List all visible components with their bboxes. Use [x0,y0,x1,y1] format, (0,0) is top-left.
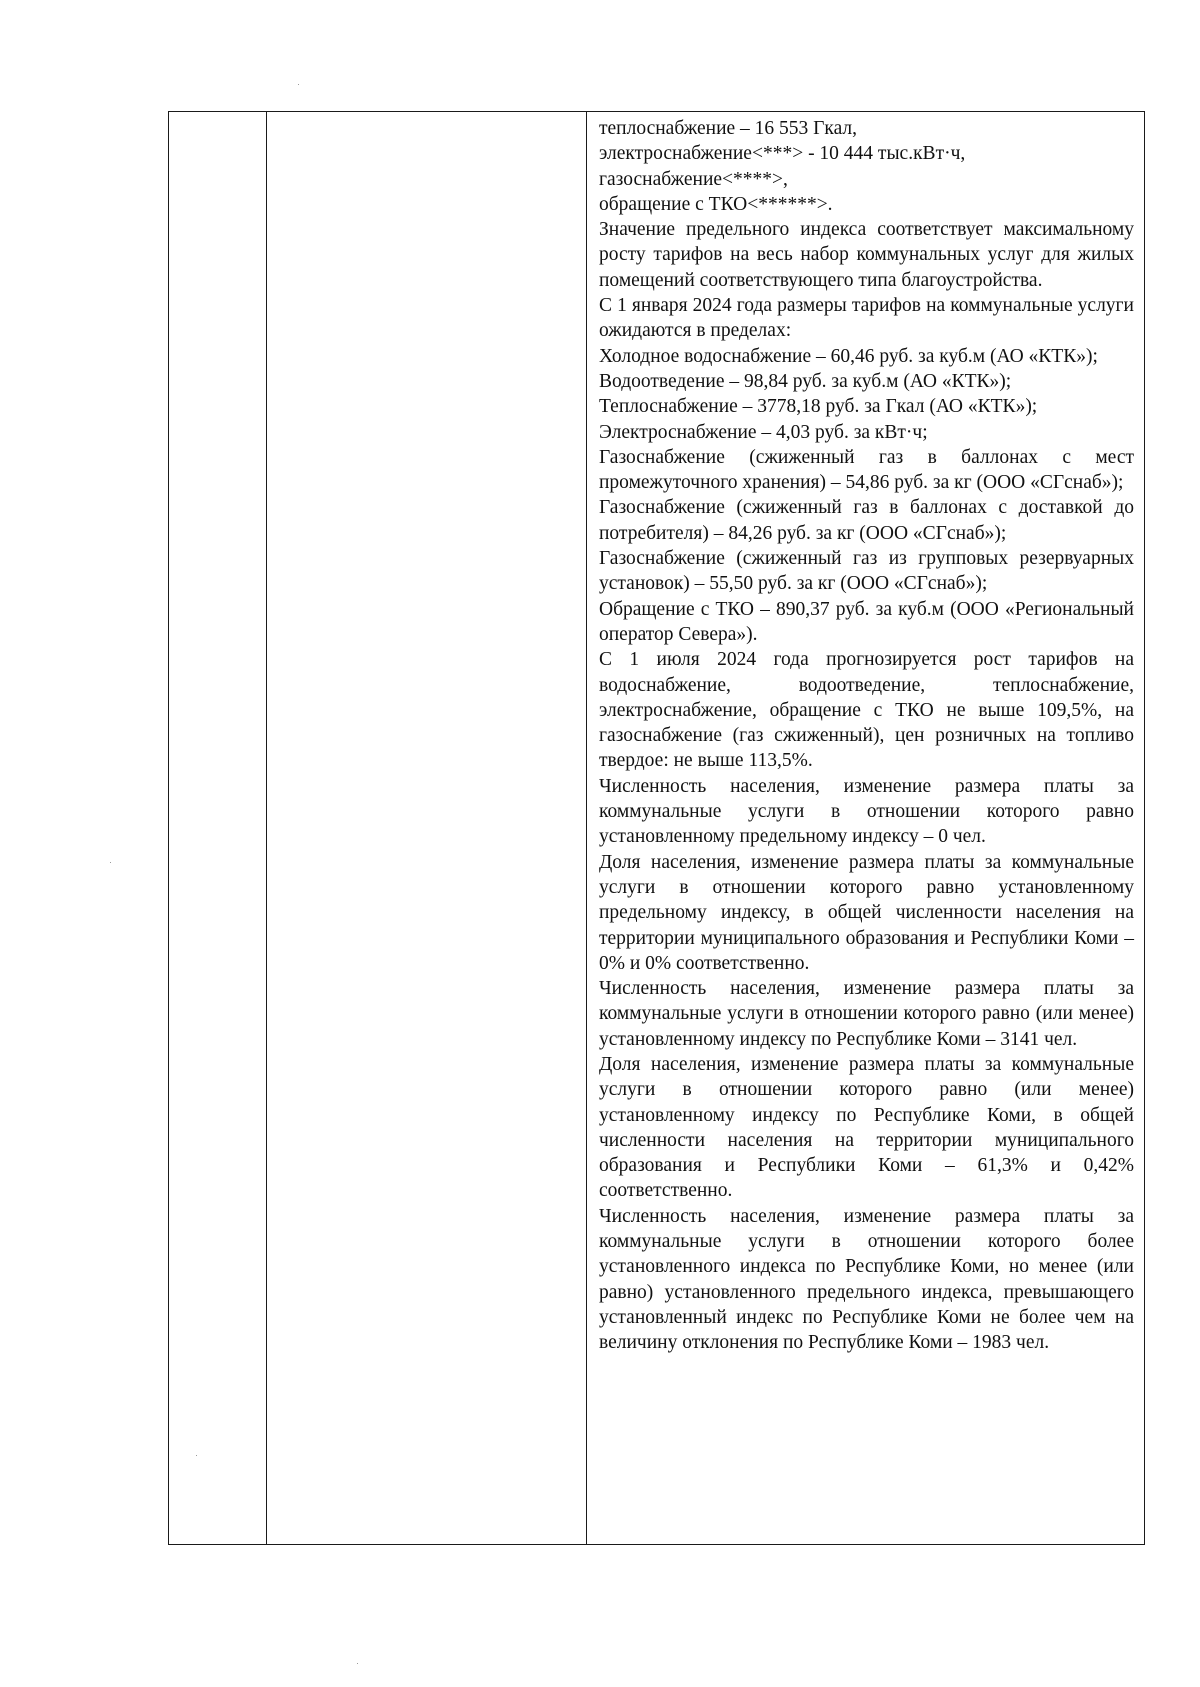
paragraph: Электроснабжение – 4,03 руб. за кВт·ч; [599,421,928,443]
text-line: электроснабжение<***> - 10 444 тыс.кВт·ч, [599,143,966,165]
text-line: обращение с ТКО<******>. [599,193,833,215]
paragraph: С 1 января 2024 года размеры тарифов на коммунальные услуги ожидаются в пределах: [599,295,1134,342]
paragraph: Доля населения, изменение размера платы за коммунальные услуги в отношении которого равно установленному предельному индексу, в общей численности населения на территории муниципального образования и Республики Коми – 0% и 0% соответственно. [599,851,1134,974]
column-divider-1 [266,112,267,1544]
column-divider-2 [586,112,587,1544]
scan-speck [357,1663,358,1664]
text-line: теплоснабжение – 16 553 Гкал, [599,118,858,139]
paragraph: Обращение с ТКО – 890,37 руб. за куб.м (ООО «Региональный оператор Севера»). [599,598,1134,645]
paragraph: Доля населения, изменение размера платы за коммунальные услуги в отношении которого равно (или менее) установленному индексу по Республике Коми, в общей численности населения на территории муниципального образования и Республики Коми – 61,3% и 0,42% соответственно. [599,1053,1134,1202]
paragraph: Численность населения, изменение размера платы за коммунальные услуги в отношении которого равно (или менее) установленному индексу по Республике Коми – 3141 чел. [599,978,1134,1050]
paragraph: Водоотведение – 98,84 руб. за куб.м (АО «КТК»); [599,370,1012,392]
paragraph: Холодное водоснабжение – 60,46 руб. за куб.м (АО «КТК»); [599,345,1098,367]
table [168,111,1145,1545]
paragraph: Газоснабжение (сжиженный газ из групповых резервуарных установок) – 55,50 руб. за кг (ООО «СГснаб»); [599,548,1134,595]
paragraph: Теплоснабжение – 3778,18 руб. за Гкал (АО «КТК»); [599,396,1038,418]
text-line: газоснабжение<****>, [599,168,788,190]
table-cell-text [599,116,1134,1356]
paragraph: С 1 июля 2024 года прогнозируется рост тарифов на водоснабжение, водоотведение, теплоснабжение, электроснабжение, обращение с ТКО не выше 109,5%, на газоснабжение (газ сжиженный), цен розничных на топливо твердое: не выше 113,5%. [599,649,1134,772]
paragraph: Газоснабжение (сжиженный газ в баллонах с мест промежуточного хранения) – 54,86 руб. за кг (ООО «СГснаб»); [599,446,1134,494]
paragraph: Численность населения, изменение размера платы за коммунальные услуги в отношении которого равно установленному предельному индексу – 0 чел. [599,775,1134,848]
scan-speck [298,84,299,85]
paragraph: Газоснабжение (сжиженный газ в баллонах с доставкой до потребителя) – 84,26 руб. за кг (ООО «СГснаб»); [599,497,1134,544]
paragraph: Численность населения, изменение размера платы за коммунальные услуги в отношении которого более установленного индекса по Республике Коми, но менее (или равно) установленного предельного индекса, превышающего установленный индекс по Республике Коми не более чем на величину отклонения по Республике Коми – 1983 чел. [599,1205,1134,1354]
scan-speck [110,862,111,863]
paragraph: Значение предельного индекса соответствует максимальному росту тарифов на весь набор коммунальных услуг для жилых помещений соответствующего типа благоустройства. [599,219,1134,291]
